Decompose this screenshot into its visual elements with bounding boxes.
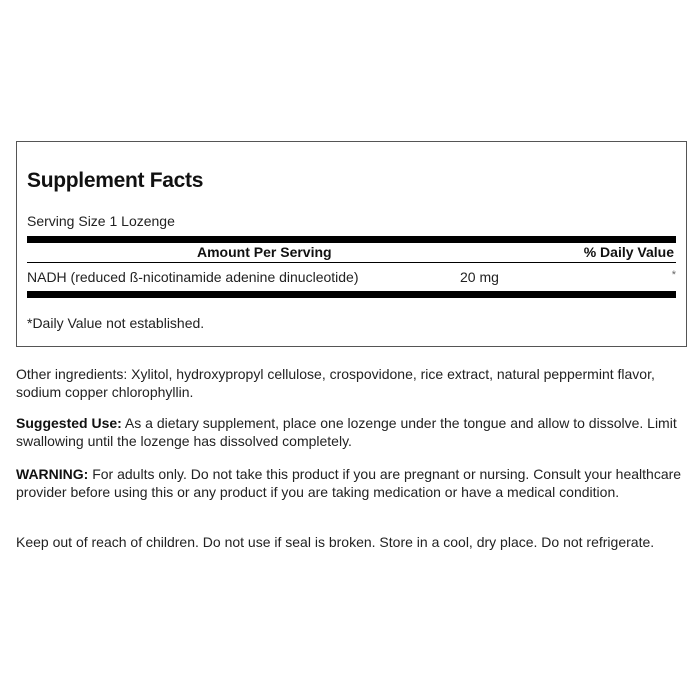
ingredient-amount: 20 mg (460, 269, 499, 285)
ingredient-dv: * (671, 269, 676, 281)
serving-size: Serving Size 1 Lozenge (27, 213, 175, 229)
suggested-use-label: Suggested Use: (16, 415, 122, 431)
divider-thick (27, 291, 676, 298)
footnote: *Daily Value not established. (27, 315, 205, 331)
ingredient-name: NADH (reduced ß-nicotinamide adenine dinucleotide) (27, 269, 359, 285)
header-daily-value: % Daily Value (583, 244, 674, 260)
other-ingredients: Other ingredients: Xylitol, hydroxypropyl cellulose, crospovidone, rice extract, natural peppermint flavor, sodium copper chlorophyllin. (16, 366, 655, 400)
suggested-use (16, 415, 686, 450)
header-amount: Amount Per Serving (197, 244, 332, 260)
divider-thick (27, 236, 676, 243)
divider-thin (27, 262, 676, 263)
warning (16, 466, 686, 501)
suggested-use-text: As a dietary supplement, place one lozenge under the tongue and allow to dissolve. Limit swallowing until the lozenge has dissolved completely. (16, 415, 677, 449)
warning-text: For adults only. Do not take this product if you are pregnant or nursing. Consult your healthcare provider before using this or any product if you are taking medication or have a medical condition. (16, 466, 682, 500)
panel-title: Supplement Facts (27, 169, 204, 192)
warning-label: WARNING: (16, 466, 89, 482)
supplement-facts-panel (16, 141, 687, 347)
storage-instructions: Keep out of reach of children. Do not use if seal is broken. Store in a cool, dry place. Do not refrigerate. (16, 534, 655, 550)
